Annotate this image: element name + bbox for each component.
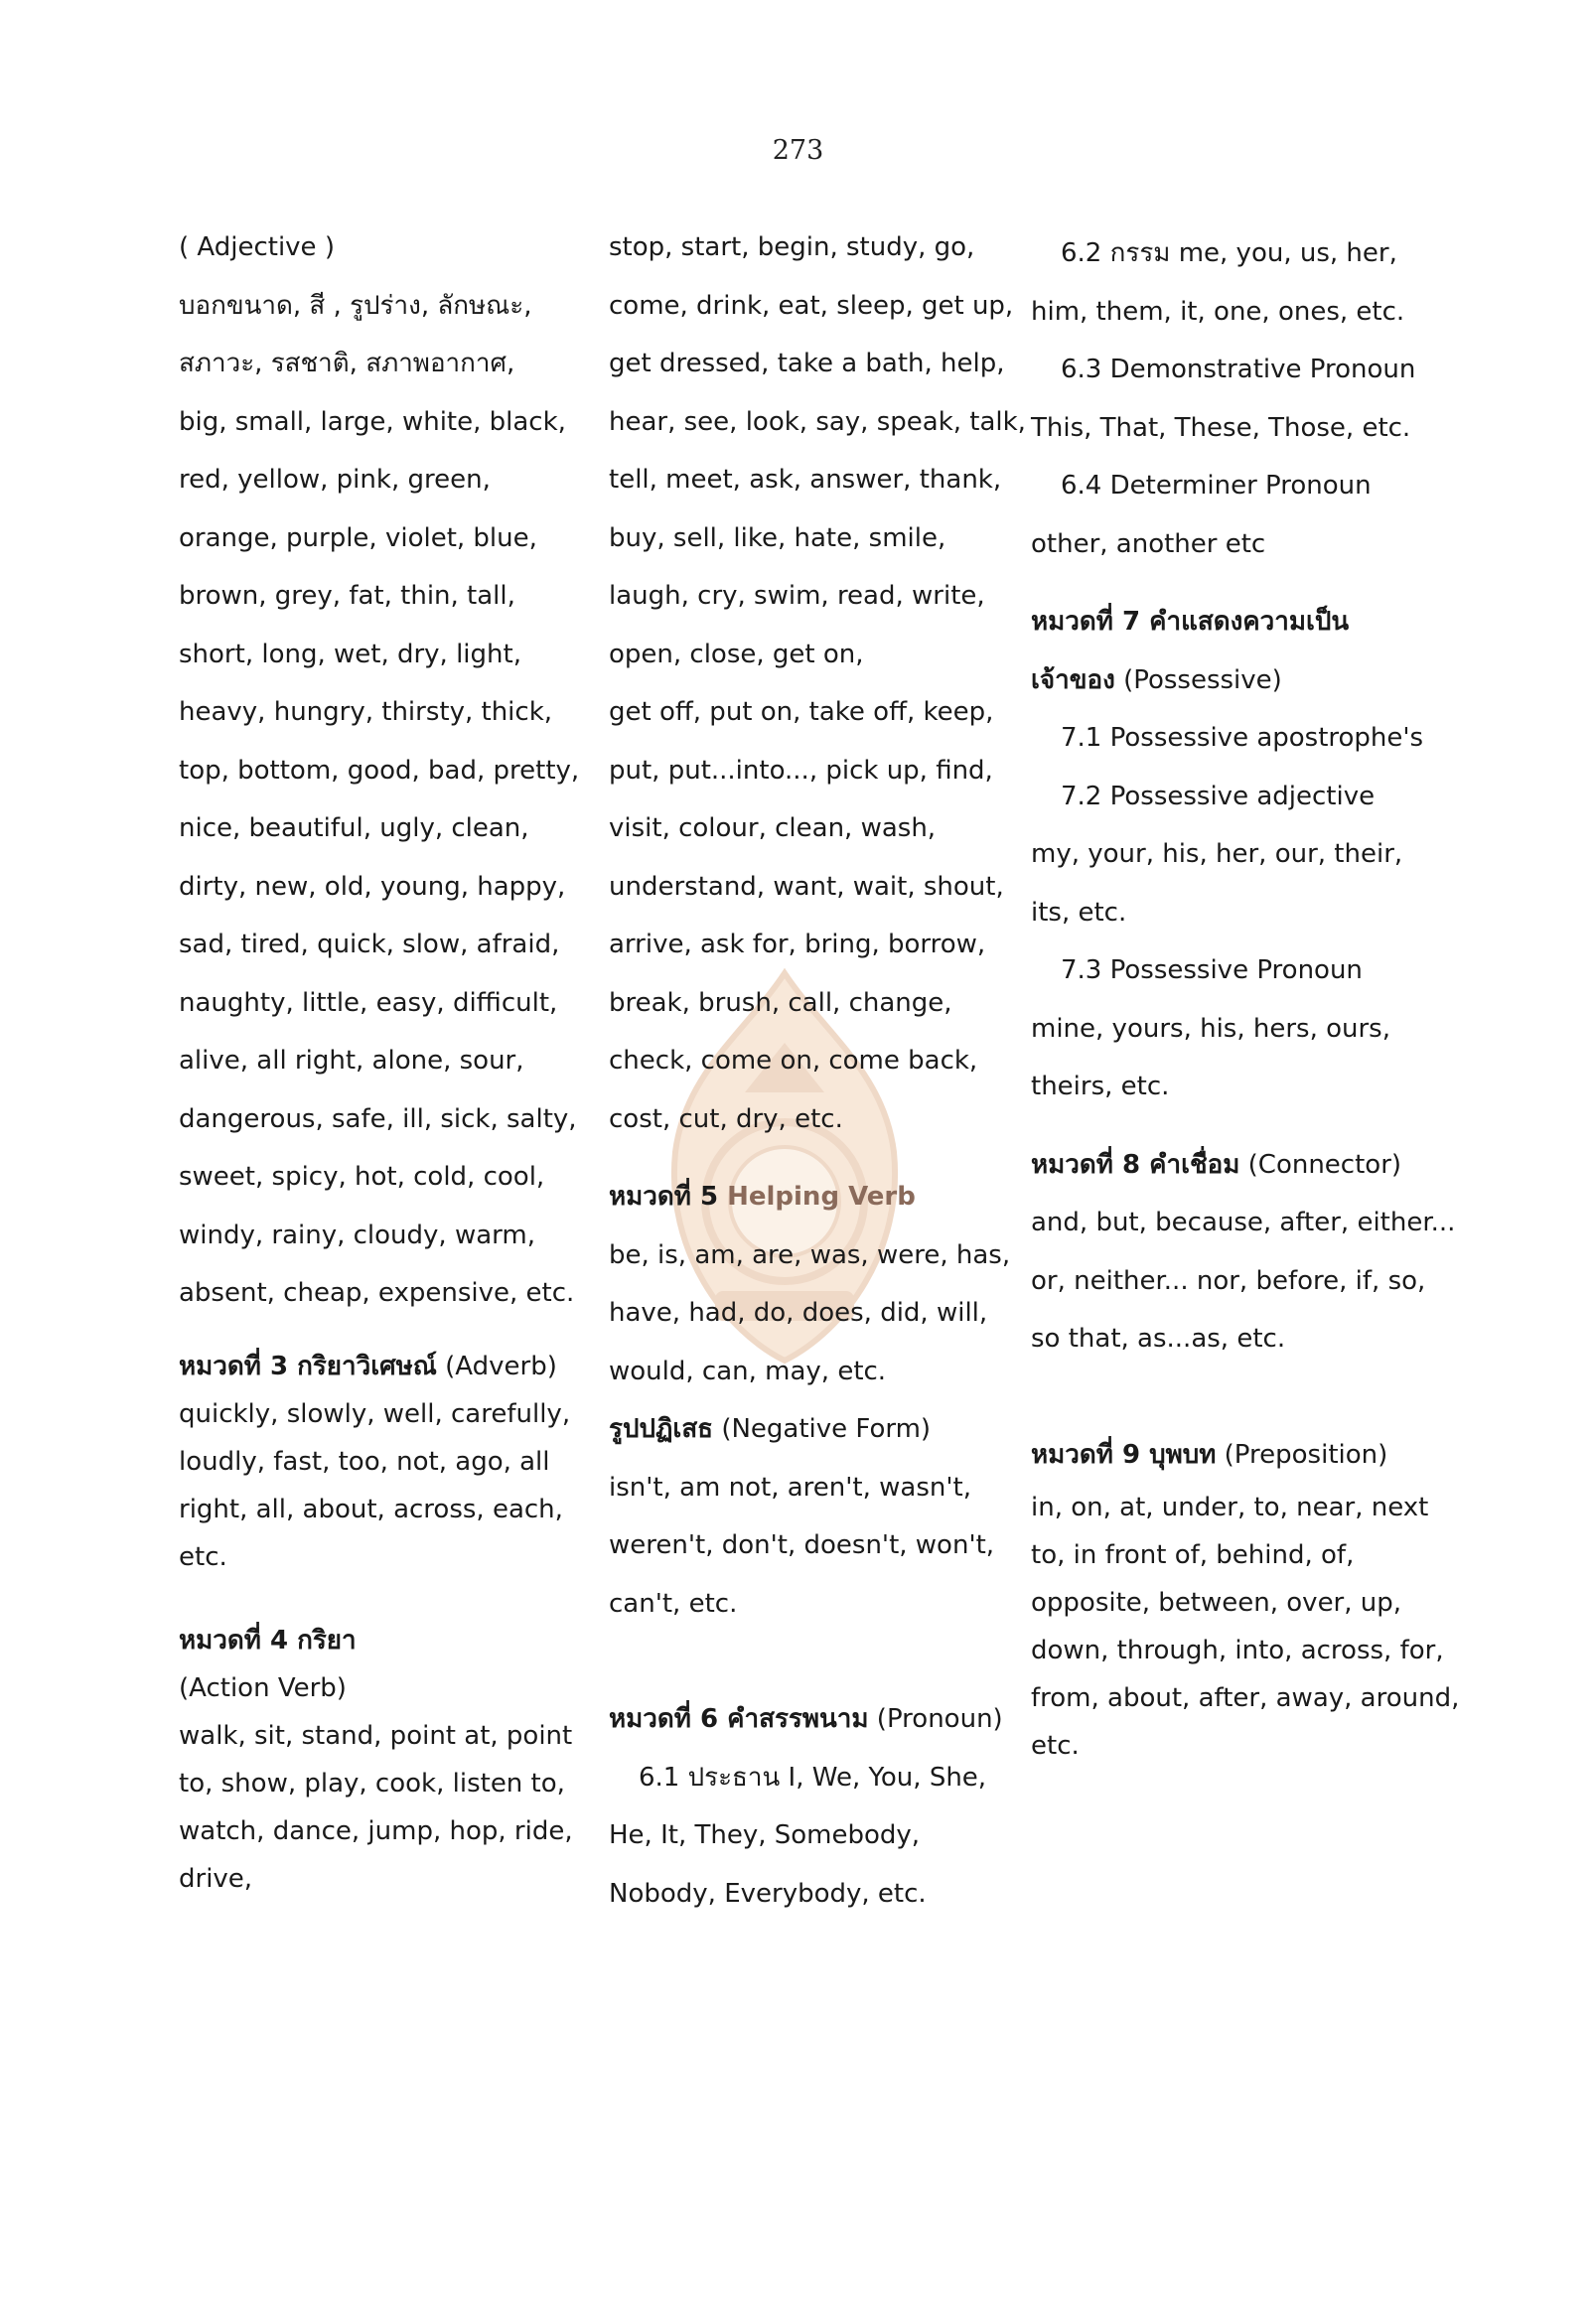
adjective-title: ( Adjective ) bbox=[179, 232, 335, 262]
preposition-line: from, about, after, away, around, bbox=[1031, 1683, 1460, 1713]
section-9-english: (Preposition) bbox=[1216, 1439, 1388, 1470]
helping-verb-line: be, is, am, are, was, were, has, bbox=[609, 1239, 1011, 1270]
negative-line: isn't, am not, aren't, wasn't, bbox=[609, 1472, 971, 1503]
verb-line: put, put...into..., pick up, find, bbox=[609, 755, 993, 786]
adjective-line: top, bottom, good, bad, pretty, bbox=[179, 755, 580, 786]
action-verb-line: drive, bbox=[179, 1863, 253, 1894]
adverb-line: etc. bbox=[179, 1541, 227, 1572]
verb-line: tell, meet, ask, answer, thank, bbox=[609, 465, 1002, 495]
adjective-line: alive, all right, alone, sour, bbox=[179, 1046, 524, 1076]
negative-english: (Negative Form) bbox=[713, 1414, 932, 1444]
negative-line: weren't, don't, doesn't, won't, bbox=[609, 1530, 995, 1560]
page-number: 273 bbox=[772, 135, 824, 166]
pronoun-line: He, It, They, Somebody, bbox=[609, 1820, 921, 1850]
section-3-thai: หมวดที่ 3 กริยาวิเศษณ์ bbox=[179, 1351, 437, 1381]
adjective-line: nice, beautiful, ugly, clean, bbox=[179, 813, 529, 843]
verb-line: get dressed, take a bath, help, bbox=[609, 349, 1005, 378]
action-verb-line: walk, sit, stand, point at, point bbox=[179, 1720, 573, 1751]
action-verb-line: to, show, play, cook, listen to, bbox=[179, 1768, 565, 1799]
preposition-line: in, on, at, under, to, near, next bbox=[1031, 1493, 1429, 1522]
verb-line: come, drink, eat, sleep, get up, bbox=[609, 290, 1014, 321]
helping-verb-line: would, can, may, etc. bbox=[609, 1356, 887, 1386]
adjective-line: dirty, new, old, young, happy, bbox=[179, 871, 566, 902]
adjective-line: orange, purple, violet, blue, bbox=[179, 522, 537, 553]
section-4-thai: หมวดที่ 4 กริยา bbox=[179, 1625, 357, 1655]
pronoun-line: him, them, it, one, ones, etc. bbox=[1031, 296, 1405, 327]
verb-line: arrive, ask for, bring, borrow, bbox=[609, 930, 986, 959]
preposition-line: opposite, between, over, up, bbox=[1031, 1588, 1402, 1618]
helping-verb-line: have, had, do, does, did, will, bbox=[609, 1298, 988, 1328]
preposition-line: down, through, into, across, for, bbox=[1031, 1636, 1444, 1665]
adjective-line: short, long, wet, dry, light, bbox=[179, 639, 521, 669]
section-8-heading bbox=[1031, 1136, 1448, 1195]
verb-line: understand, want, wait, shout, bbox=[609, 871, 1004, 902]
section-7-heading-2 bbox=[1031, 651, 1448, 710]
section-4-english: (Action Verb) bbox=[179, 1672, 347, 1703]
adverb-line: right, all, about, across, each, bbox=[179, 1494, 563, 1524]
possessive-7-1: 7.1 Possessive apostrophe's bbox=[1061, 723, 1424, 753]
adjective-line: brown, grey, fat, thin, tall, bbox=[179, 581, 515, 611]
adverb-line: quickly, slowly, well, carefully, bbox=[179, 1398, 571, 1429]
possessive-line: theirs, etc. bbox=[1031, 1072, 1170, 1101]
action-verb-line: watch, dance, jump, hop, ride, bbox=[179, 1815, 573, 1846]
section-6-english: (Pronoun) bbox=[868, 1704, 1003, 1734]
section-3-heading bbox=[179, 1343, 576, 1390]
verb-line: check, come on, come back, bbox=[609, 1046, 978, 1076]
section-9-heading bbox=[1031, 1426, 1448, 1485]
adjective-line: windy, rainy, cloudy, warm, bbox=[179, 1220, 535, 1250]
preposition-line: to, in front of, behind, of, bbox=[1031, 1540, 1355, 1570]
adjective-line: naughty, little, easy, difficult, bbox=[179, 987, 558, 1018]
adverb-line: loudly, fast, too, not, ago, all bbox=[179, 1446, 550, 1477]
section-3-english: (Adverb) bbox=[436, 1351, 557, 1381]
negative-line: can't, etc. bbox=[609, 1588, 738, 1619]
section-5-thai: หมวดที่ 5 bbox=[609, 1182, 719, 1212]
verb-line: get off, put on, take off, keep, bbox=[609, 697, 994, 727]
section-5-heading bbox=[609, 1168, 1011, 1226]
verb-line: buy, sell, like, hate, smile, bbox=[609, 522, 946, 553]
pronoun-6-3: 6.3 Demonstrative Pronoun bbox=[1061, 355, 1416, 384]
possessive-line: its, etc. bbox=[1031, 897, 1127, 928]
verb-line: break, brush, call, change, bbox=[609, 987, 952, 1018]
preposition-line: etc. bbox=[1031, 1731, 1080, 1761]
section-7-thai-2: เจ้าของ bbox=[1031, 664, 1115, 695]
pronoun-6-1-label: 6.1 ประธาน bbox=[639, 1762, 781, 1793]
section-8-thai: หมวดที่ 8 คำเชื่อม bbox=[1031, 1149, 1240, 1180]
negative-thai: รูปปฏิเสธ bbox=[609, 1414, 714, 1444]
verb-line: open, close, get on, bbox=[609, 639, 864, 669]
pronoun-6-2-text: me, you, us, her, bbox=[1170, 238, 1397, 268]
section-5-english: Helping Verb bbox=[718, 1182, 916, 1212]
verb-line: hear, see, look, say, speak, talk, bbox=[609, 406, 1026, 437]
verb-line: stop, start, begin, study, go, bbox=[609, 232, 975, 262]
section-6-thai: หมวดที่ 6 คำสรรพนาม bbox=[609, 1704, 869, 1734]
pronoun-6-2 bbox=[1031, 224, 1448, 283]
connector-line: and, but, because, after, either... bbox=[1031, 1208, 1456, 1237]
verb-line: visit, colour, clean, wash, bbox=[609, 813, 937, 843]
adjective-line: big, small, large, white, black, bbox=[179, 406, 566, 437]
possessive-7-3: 7.3 Possessive Pronoun bbox=[1061, 955, 1363, 985]
pronoun-6-1 bbox=[609, 1749, 1011, 1807]
adjective-thai-1: บอกขนาด, สี , รูปร่าง, ลักษณะ, bbox=[179, 290, 532, 321]
pronoun-line: This, That, These, Those, etc. bbox=[1031, 412, 1411, 443]
possessive-line: mine, yours, his, hers, ours, bbox=[1031, 1013, 1390, 1044]
adjective-line: heavy, hungry, thirsty, thick, bbox=[179, 697, 553, 727]
adjective-line: red, yellow, pink, green, bbox=[179, 465, 491, 495]
column-3 bbox=[1031, 224, 1460, 1770]
verb-line: laugh, cry, swim, read, write, bbox=[609, 581, 985, 611]
possessive-7-2: 7.2 Possessive adjective bbox=[1061, 781, 1376, 811]
negative-form-heading bbox=[609, 1400, 1011, 1459]
pronoun-6-1-text: I, We, You, She, bbox=[780, 1762, 987, 1793]
section-6-heading bbox=[609, 1690, 1011, 1749]
section-7-english: (Possessive) bbox=[1114, 664, 1282, 695]
pronoun-6-4: 6.4 Determiner Pronoun bbox=[1061, 471, 1372, 501]
section-7-thai-1: หมวดที่ 7 คำแสดงความเป็น bbox=[1031, 607, 1350, 637]
section-7-heading-1 bbox=[1031, 593, 1448, 651]
pronoun-6-2-label: 6.2 กรรม bbox=[1061, 238, 1171, 268]
section-8-english: (Connector) bbox=[1239, 1149, 1402, 1180]
column-2 bbox=[609, 218, 1026, 1923]
adjective-line: absent, cheap, expensive, etc. bbox=[179, 1278, 575, 1308]
verb-line: cost, cut, dry, etc. bbox=[609, 1103, 843, 1134]
adjective-line: sad, tired, quick, slow, afraid, bbox=[179, 930, 560, 959]
connector-line: so that, as...as, etc. bbox=[1031, 1324, 1286, 1354]
possessive-line: my, your, his, her, our, their, bbox=[1031, 839, 1403, 869]
connector-line: or, neither... nor, before, if, so, bbox=[1031, 1265, 1426, 1296]
adjective-line: sweet, spicy, hot, cold, cool, bbox=[179, 1162, 545, 1192]
adjective-thai-2: สภาวะ, รสชาติ, สภาพอากาศ, bbox=[179, 349, 515, 378]
pronoun-line: other, another etc bbox=[1031, 528, 1266, 559]
adjective-line: dangerous, safe, ill, sick, salty, bbox=[179, 1103, 577, 1134]
section-9-thai: หมวดที่ 9 บุพบท bbox=[1031, 1439, 1217, 1470]
section-4-heading bbox=[179, 1617, 576, 1664]
pronoun-line: Nobody, Everybody, etc. bbox=[609, 1878, 927, 1909]
column-1 bbox=[179, 218, 580, 1903]
